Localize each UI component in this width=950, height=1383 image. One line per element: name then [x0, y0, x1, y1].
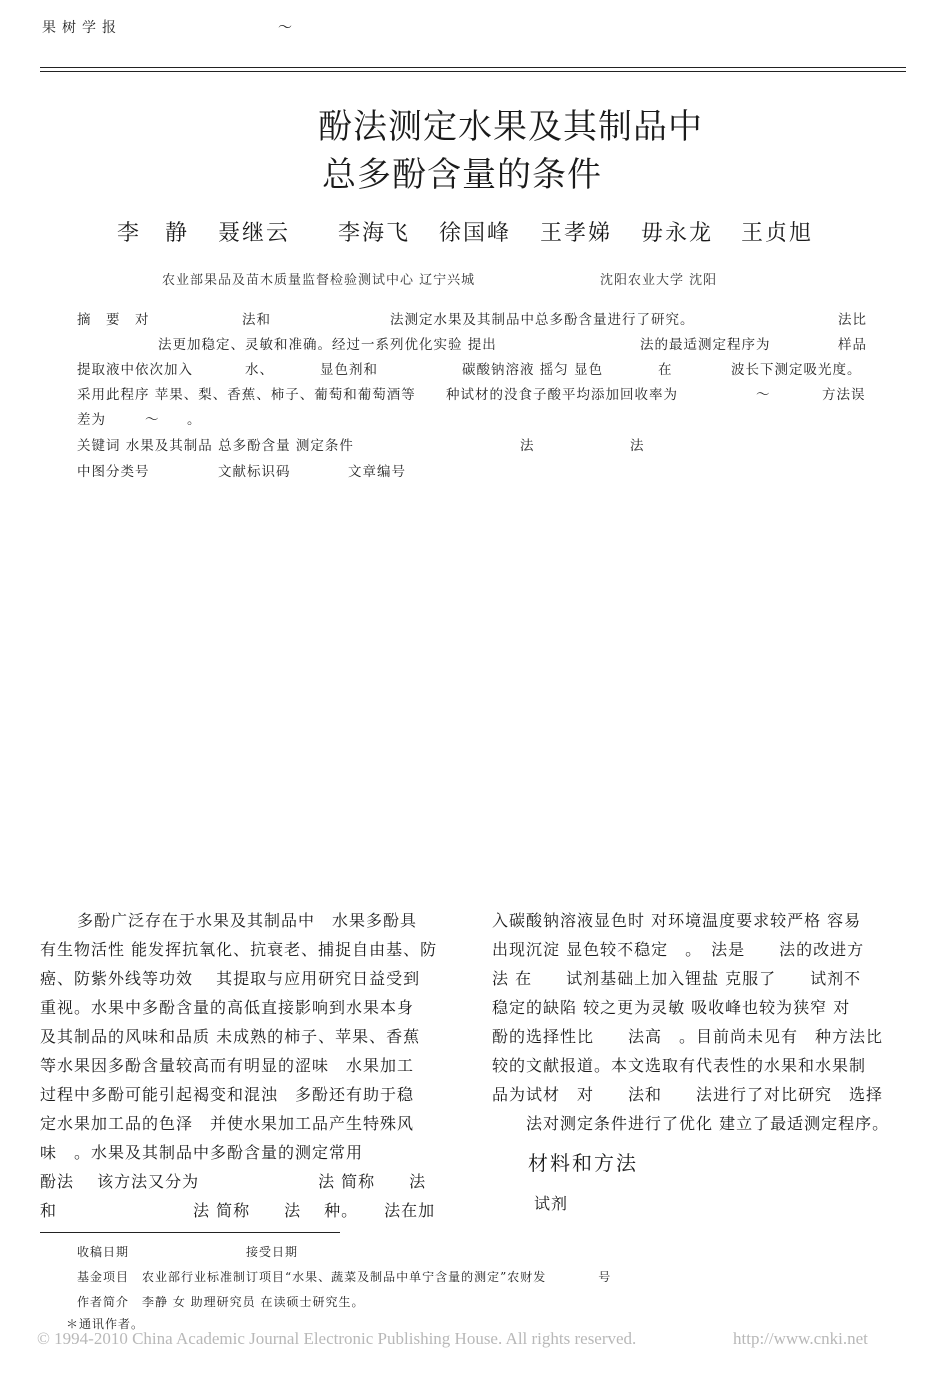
body-line: 出现沉淀 显色较不稳定 。 法是 法的改进方	[492, 940, 865, 959]
header-rule-bottom	[40, 71, 906, 72]
body-line: 等水果因多酚含量较高而有明显的涩味 水果加工	[40, 1056, 415, 1075]
author-1: 李 静	[117, 221, 190, 246]
body-line: 品为试材 对 法和 法进行了对比研究 选择	[492, 1085, 884, 1104]
abstract-fragment: 法的最适测定程序为	[640, 337, 771, 353]
body-line: 法 在 试剂基础上加入锂盐 克服了 试剂不	[492, 969, 862, 988]
abstract-fragment: 波长下测定吸光度。	[731, 362, 862, 378]
abstract-fragment: 法比	[838, 312, 867, 328]
paper-title-line-2: 总多酚含量的条件	[322, 155, 602, 195]
body-line: 入碳酸钠溶液显色时 对环境温度要求较严格 容易	[492, 911, 862, 930]
body-line: 酚法 该方法又分为 法 简称 法	[40, 1172, 427, 1191]
abstract-fragment: 差为	[77, 412, 106, 428]
body-line: 定水果加工品的色泽 并使水果加工品产生特殊风	[40, 1114, 415, 1133]
paper-title-line-1: 酚法测定水果及其制品中	[318, 107, 703, 147]
copyright-notice: © 1994-2010 China Academic Journal Electronic Publishing House. All rights reserved.	[37, 1329, 637, 1348]
abstract-fragment: 法更加稳定、灵敏和准确。经过一系列优化实验 提出	[158, 337, 497, 353]
author-3: 李海飞	[338, 221, 411, 246]
abstract-fragment: 种试材的没食子酸平均添加回收率为	[446, 387, 678, 403]
author-6: 毋永龙	[641, 221, 714, 246]
abstract-fragment: 碳酸钠溶液 摇匀 显色	[462, 362, 604, 378]
journal-name: 果树学报	[42, 20, 122, 36]
body-line: 酚的选择性比 法高 。目前尚未见有 种方法比	[492, 1027, 884, 1046]
keyword-fragment: 法	[520, 438, 535, 454]
received-date-label: 收稿日期	[77, 1245, 130, 1259]
abstract-fragment: ～	[756, 387, 771, 403]
subsection-title: 试剂	[534, 1194, 569, 1213]
abstract-fragment: 显色剂和	[320, 362, 378, 378]
article-id-label: 文章编号	[348, 464, 406, 480]
clc-number-label: 中图分类号	[77, 464, 150, 480]
keyword-fragment: 法	[630, 438, 645, 454]
cnki-url: http://www.cnki.net	[733, 1329, 868, 1348]
author-7: 王贞旭	[741, 221, 814, 246]
abstract-fragment: 水、	[245, 362, 274, 378]
issue-range: ～	[278, 20, 292, 36]
body-line: 有生物活性 能发挥抗氧化、抗衰老、捕捉自由基、防	[40, 940, 438, 959]
keywords: 关键词 水果及其制品 总多酚含量 测定条件	[77, 438, 354, 454]
body-line: 较的文献报道。本文选取有代表性的水果和水果制	[492, 1056, 867, 1075]
abstract-fragment: 方法误	[822, 387, 866, 403]
author-note: 作者简介 李静 女 助理研究员 在读硕士研究生。	[77, 1295, 365, 1309]
body-line: 多酚广泛存在于水果及其制品中 水果多酚具	[77, 911, 418, 930]
abstract-fragment: 摘 要 对	[77, 312, 150, 328]
fund-note: 基金项目 农业部行业标准制订项目“水果、蔬菜及制品中单宁含量的测定”农财发 号	[77, 1270, 612, 1284]
abstract-fragment: 提取液中依次加入	[77, 362, 193, 378]
author-5: 王孝娣	[540, 221, 613, 246]
accepted-date-label: 接受日期	[246, 1245, 299, 1259]
affiliation-1: 农业部果品及苗木质量监督检验测试中心 辽宁兴城	[162, 273, 476, 288]
abstract-fragment: 样品	[838, 337, 867, 353]
footnote-rule	[40, 1232, 340, 1233]
header-rule-top	[40, 67, 906, 68]
abstract-fragment: ～	[145, 412, 160, 428]
body-line: 及其制品的风味和品质 未成熟的柿子、苹果、香蕉	[40, 1027, 421, 1046]
body-line: 过程中多酚可能引起褐变和混浊 多酚还有助于稳	[40, 1085, 415, 1104]
document-code-label: 文献标识码	[218, 464, 291, 480]
abstract-fragment: 采用此程序 苹果、梨、香蕉、柿子、葡萄和葡萄酒等	[77, 387, 416, 403]
section-title: 材料和方法	[528, 1151, 638, 1175]
body-line: 和 法 简称 法 种。 法在加	[40, 1201, 436, 1220]
corresponding-note: ＊通讯作者。	[66, 1317, 145, 1331]
author-2: 聂继云	[218, 221, 291, 246]
body-line: 味 。水果及其制品中多酚含量的测定常用	[40, 1143, 364, 1162]
body-line: 癌、防紫外线等功效 其提取与应用研究日益受到	[40, 969, 421, 988]
abstract-fragment: 法测定水果及其制品中总多酚含量进行了研究。	[390, 312, 695, 328]
body-line: 重视。水果中多酚含量的高低直接影响到水果本身	[40, 998, 415, 1017]
body-line: 法对测定条件进行了优化 建立了最适测定程序。	[492, 1114, 890, 1133]
author-4: 徐国峰	[439, 221, 512, 246]
body-line: 稳定的缺陷 较之更为灵敏 吸收峰也较为狭窄 对	[492, 998, 851, 1017]
abstract-fragment: 在	[658, 362, 673, 378]
affiliation-2: 沈阳农业大学 沈阳	[600, 273, 718, 288]
abstract-fragment: 。	[187, 412, 202, 428]
abstract-fragment: 法和	[242, 312, 271, 328]
